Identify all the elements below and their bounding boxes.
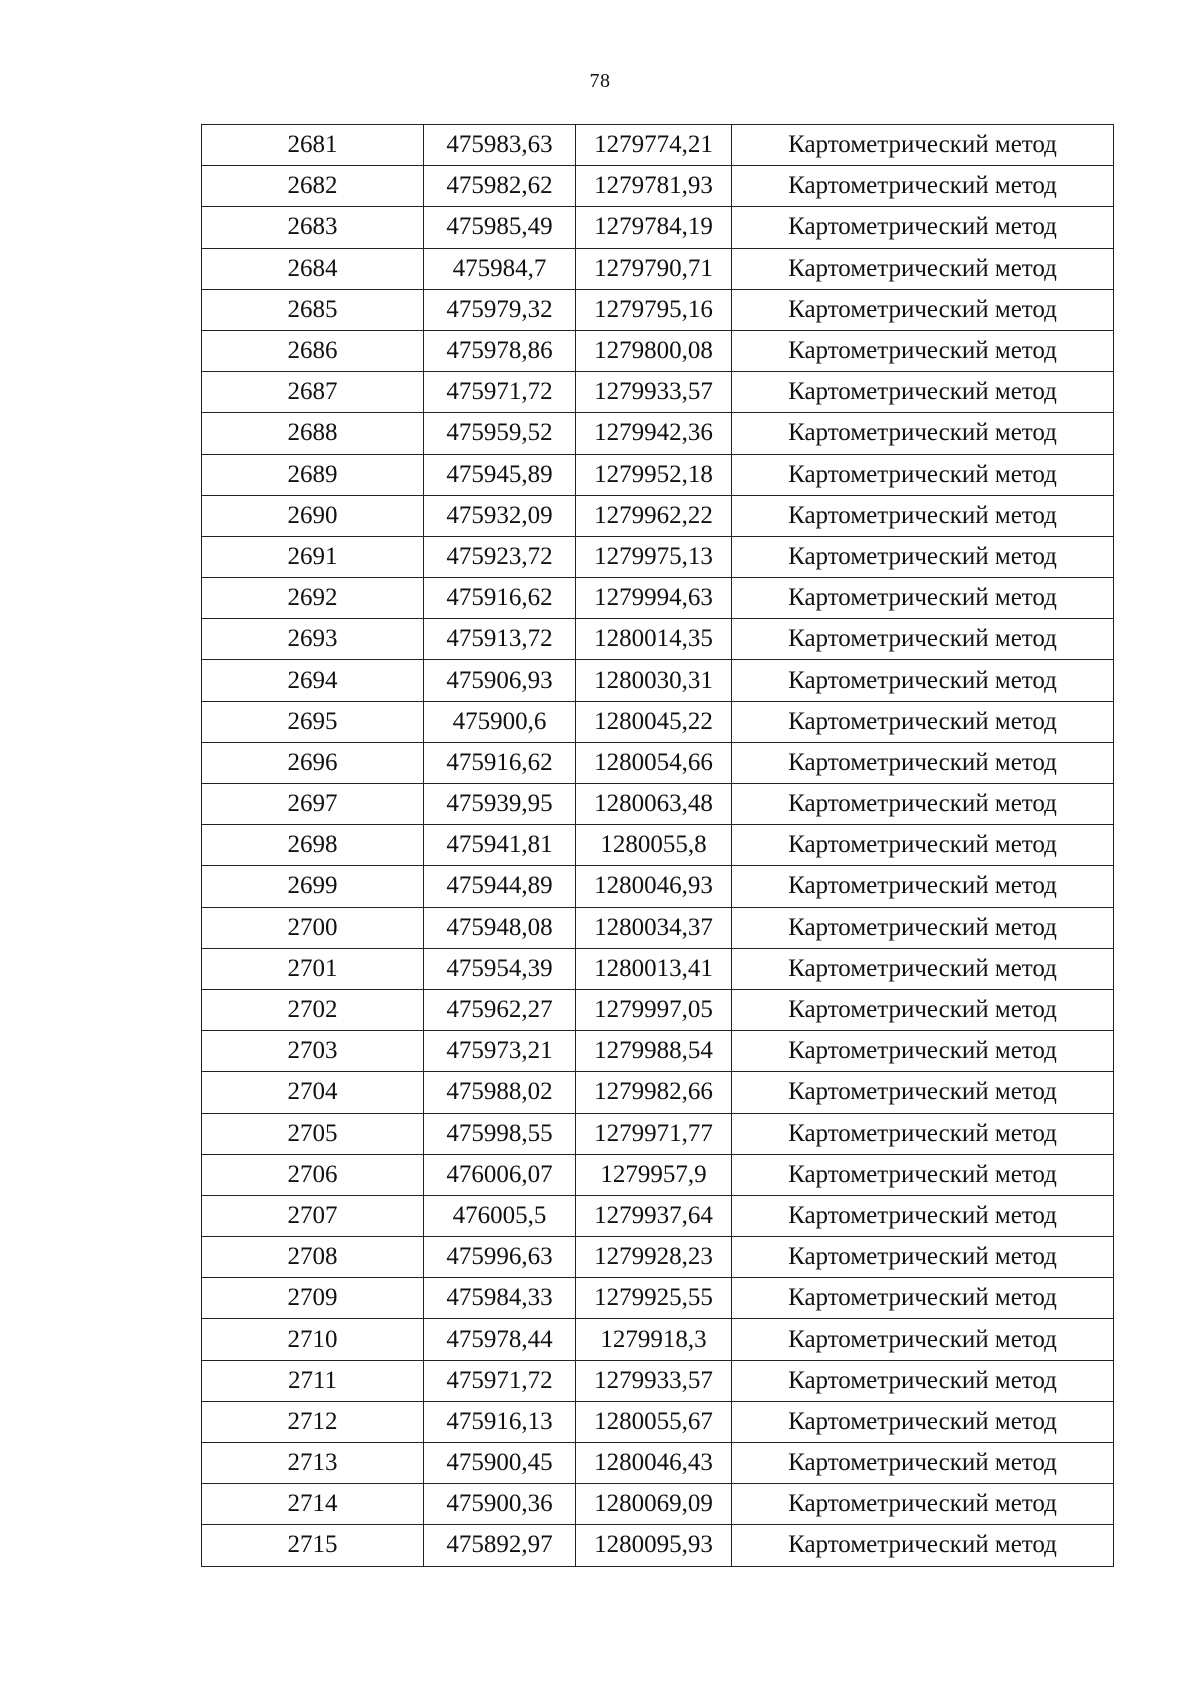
y-coordinate-cell: 1280054,66 bbox=[576, 742, 732, 783]
x-coordinate-cell: 475916,62 bbox=[424, 742, 576, 783]
point-number-cell: 2703 bbox=[202, 1031, 424, 1072]
method-cell: Картометрический метод bbox=[732, 372, 1114, 413]
y-coordinate-cell: 1279975,13 bbox=[576, 536, 732, 577]
point-number-cell: 2714 bbox=[202, 1484, 424, 1525]
point-number-cell: 2682 bbox=[202, 166, 424, 207]
x-coordinate-cell: 475906,93 bbox=[424, 660, 576, 701]
y-coordinate-cell: 1280046,93 bbox=[576, 866, 732, 907]
x-coordinate-cell: 475984,7 bbox=[424, 248, 576, 289]
point-number-cell: 2686 bbox=[202, 330, 424, 371]
y-coordinate-cell: 1279933,57 bbox=[576, 372, 732, 413]
x-coordinate-cell: 475941,81 bbox=[424, 825, 576, 866]
method-cell: Картометрический метод bbox=[732, 742, 1114, 783]
x-coordinate-cell: 476006,07 bbox=[424, 1154, 576, 1195]
point-number-cell: 2688 bbox=[202, 413, 424, 454]
coordinates-table bbox=[201, 124, 1114, 1567]
point-number-cell: 2685 bbox=[202, 289, 424, 330]
table-row bbox=[202, 330, 1114, 371]
point-number-cell: 2691 bbox=[202, 536, 424, 577]
method-cell: Картометрический метод bbox=[732, 1237, 1114, 1278]
x-coordinate-cell: 475939,95 bbox=[424, 784, 576, 825]
y-coordinate-cell: 1279942,36 bbox=[576, 413, 732, 454]
x-coordinate-cell: 475932,09 bbox=[424, 495, 576, 536]
x-coordinate-cell: 475983,63 bbox=[424, 125, 576, 166]
table-row bbox=[202, 1525, 1114, 1566]
table-row bbox=[202, 742, 1114, 783]
x-coordinate-cell: 475900,45 bbox=[424, 1443, 576, 1484]
y-coordinate-cell: 1279988,54 bbox=[576, 1031, 732, 1072]
method-cell: Картометрический метод bbox=[732, 578, 1114, 619]
method-cell: Картометрический метод bbox=[732, 1278, 1114, 1319]
method-cell: Картометрический метод bbox=[732, 1154, 1114, 1195]
point-number-cell: 2706 bbox=[202, 1154, 424, 1195]
x-coordinate-cell: 475900,6 bbox=[424, 701, 576, 742]
table-row bbox=[202, 1443, 1114, 1484]
table-row bbox=[202, 701, 1114, 742]
table-row bbox=[202, 1031, 1114, 1072]
y-coordinate-cell: 1280055,67 bbox=[576, 1401, 732, 1442]
method-cell: Картометрический метод bbox=[732, 1031, 1114, 1072]
method-cell: Картометрический метод bbox=[732, 248, 1114, 289]
table-row bbox=[202, 125, 1114, 166]
table-row bbox=[202, 1484, 1114, 1525]
x-coordinate-cell: 475916,13 bbox=[424, 1401, 576, 1442]
method-cell: Картометрический метод bbox=[732, 784, 1114, 825]
point-number-cell: 2694 bbox=[202, 660, 424, 701]
point-number-cell: 2711 bbox=[202, 1360, 424, 1401]
y-coordinate-cell: 1280045,22 bbox=[576, 701, 732, 742]
y-coordinate-cell: 1279997,05 bbox=[576, 989, 732, 1030]
y-coordinate-cell: 1279925,55 bbox=[576, 1278, 732, 1319]
point-number-cell: 2687 bbox=[202, 372, 424, 413]
y-coordinate-cell: 1279781,93 bbox=[576, 166, 732, 207]
method-cell: Картометрический метод bbox=[732, 1319, 1114, 1360]
table-row bbox=[202, 866, 1114, 907]
table-row bbox=[202, 166, 1114, 207]
method-cell: Картометрический метод bbox=[732, 660, 1114, 701]
point-number-cell: 2699 bbox=[202, 866, 424, 907]
x-coordinate-cell: 475913,72 bbox=[424, 619, 576, 660]
y-coordinate-cell: 1279800,08 bbox=[576, 330, 732, 371]
y-coordinate-cell: 1279994,63 bbox=[576, 578, 732, 619]
table-row bbox=[202, 825, 1114, 866]
point-number-cell: 2690 bbox=[202, 495, 424, 536]
method-cell: Картометрический метод bbox=[732, 1113, 1114, 1154]
x-coordinate-cell: 475978,44 bbox=[424, 1319, 576, 1360]
x-coordinate-cell: 475954,39 bbox=[424, 948, 576, 989]
x-coordinate-cell: 475892,97 bbox=[424, 1525, 576, 1566]
method-cell: Картометрический метод bbox=[732, 1401, 1114, 1442]
table-row bbox=[202, 1072, 1114, 1113]
x-coordinate-cell: 475959,52 bbox=[424, 413, 576, 454]
y-coordinate-cell: 1280055,8 bbox=[576, 825, 732, 866]
method-cell: Картометрический метод bbox=[732, 1484, 1114, 1525]
method-cell: Картометрический метод bbox=[732, 989, 1114, 1030]
table-row bbox=[202, 536, 1114, 577]
y-coordinate-cell: 1279790,71 bbox=[576, 248, 732, 289]
point-number-cell: 2695 bbox=[202, 701, 424, 742]
x-coordinate-cell: 475988,02 bbox=[424, 1072, 576, 1113]
x-coordinate-cell: 475944,89 bbox=[424, 866, 576, 907]
point-number-cell: 2713 bbox=[202, 1443, 424, 1484]
point-number-cell: 2715 bbox=[202, 1525, 424, 1566]
table-row bbox=[202, 495, 1114, 536]
point-number-cell: 2710 bbox=[202, 1319, 424, 1360]
method-cell: Картометрический метод bbox=[732, 1443, 1114, 1484]
method-cell: Картометрический метод bbox=[732, 536, 1114, 577]
y-coordinate-cell: 1279937,64 bbox=[576, 1195, 732, 1236]
y-coordinate-cell: 1279971,77 bbox=[576, 1113, 732, 1154]
y-coordinate-cell: 1280046,43 bbox=[576, 1443, 732, 1484]
point-number-cell: 2707 bbox=[202, 1195, 424, 1236]
x-coordinate-cell: 476005,5 bbox=[424, 1195, 576, 1236]
table-row bbox=[202, 289, 1114, 330]
point-number-cell: 2701 bbox=[202, 948, 424, 989]
table-row bbox=[202, 989, 1114, 1030]
y-coordinate-cell: 1280034,37 bbox=[576, 907, 732, 948]
point-number-cell: 2700 bbox=[202, 907, 424, 948]
point-number-cell: 2705 bbox=[202, 1113, 424, 1154]
y-coordinate-cell: 1279933,57 bbox=[576, 1360, 732, 1401]
table-row bbox=[202, 1154, 1114, 1195]
x-coordinate-cell: 475979,32 bbox=[424, 289, 576, 330]
point-number-cell: 2708 bbox=[202, 1237, 424, 1278]
point-number-cell: 2689 bbox=[202, 454, 424, 495]
table-row bbox=[202, 1319, 1114, 1360]
y-coordinate-cell: 1279774,21 bbox=[576, 125, 732, 166]
table-row bbox=[202, 578, 1114, 619]
table-row bbox=[202, 454, 1114, 495]
table-row bbox=[202, 248, 1114, 289]
point-number-cell: 2704 bbox=[202, 1072, 424, 1113]
y-coordinate-cell: 1280014,35 bbox=[576, 619, 732, 660]
y-coordinate-cell: 1279982,66 bbox=[576, 1072, 732, 1113]
point-number-cell: 2712 bbox=[202, 1401, 424, 1442]
x-coordinate-cell: 475945,89 bbox=[424, 454, 576, 495]
method-cell: Картометрический метод bbox=[732, 1525, 1114, 1566]
method-cell: Картометрический метод bbox=[732, 1360, 1114, 1401]
y-coordinate-cell: 1279784,19 bbox=[576, 207, 732, 248]
y-coordinate-cell: 1280069,09 bbox=[576, 1484, 732, 1525]
table-row bbox=[202, 1360, 1114, 1401]
method-cell: Картометрический метод bbox=[732, 948, 1114, 989]
coordinates-table-body bbox=[202, 125, 1114, 1567]
y-coordinate-cell: 1279962,22 bbox=[576, 495, 732, 536]
x-coordinate-cell: 475971,72 bbox=[424, 1360, 576, 1401]
table-row bbox=[202, 207, 1114, 248]
method-cell: Картометрический метод bbox=[732, 495, 1114, 536]
method-cell: Картометрический метод bbox=[732, 1195, 1114, 1236]
point-number-cell: 2696 bbox=[202, 742, 424, 783]
table-row bbox=[202, 948, 1114, 989]
table-row bbox=[202, 372, 1114, 413]
x-coordinate-cell: 475984,33 bbox=[424, 1278, 576, 1319]
x-coordinate-cell: 475996,63 bbox=[424, 1237, 576, 1278]
y-coordinate-cell: 1280030,31 bbox=[576, 660, 732, 701]
point-number-cell: 2702 bbox=[202, 989, 424, 1030]
method-cell: Картометрический метод bbox=[732, 907, 1114, 948]
method-cell: Картометрический метод bbox=[732, 1072, 1114, 1113]
y-coordinate-cell: 1280013,41 bbox=[576, 948, 732, 989]
table-row bbox=[202, 784, 1114, 825]
y-coordinate-cell: 1279928,23 bbox=[576, 1237, 732, 1278]
table-row bbox=[202, 907, 1114, 948]
x-coordinate-cell: 475985,49 bbox=[424, 207, 576, 248]
point-number-cell: 2709 bbox=[202, 1278, 424, 1319]
table-row bbox=[202, 1113, 1114, 1154]
method-cell: Картометрический метод bbox=[732, 125, 1114, 166]
x-coordinate-cell: 475971,72 bbox=[424, 372, 576, 413]
method-cell: Картометрический метод bbox=[732, 330, 1114, 371]
x-coordinate-cell: 475998,55 bbox=[424, 1113, 576, 1154]
method-cell: Картометрический метод bbox=[732, 866, 1114, 907]
table-row bbox=[202, 1195, 1114, 1236]
method-cell: Картометрический метод bbox=[732, 166, 1114, 207]
method-cell: Картометрический метод bbox=[732, 619, 1114, 660]
method-cell: Картометрический метод bbox=[732, 701, 1114, 742]
point-number-cell: 2698 bbox=[202, 825, 424, 866]
method-cell: Картометрический метод bbox=[732, 454, 1114, 495]
method-cell: Картометрический метод bbox=[732, 413, 1114, 454]
y-coordinate-cell: 1280063,48 bbox=[576, 784, 732, 825]
point-number-cell: 2681 bbox=[202, 125, 424, 166]
point-number-cell: 2693 bbox=[202, 619, 424, 660]
x-coordinate-cell: 475973,21 bbox=[424, 1031, 576, 1072]
point-number-cell: 2692 bbox=[202, 578, 424, 619]
table-row bbox=[202, 1401, 1114, 1442]
method-cell: Картометрический метод bbox=[732, 289, 1114, 330]
table-row bbox=[202, 660, 1114, 701]
y-coordinate-cell: 1279918,3 bbox=[576, 1319, 732, 1360]
x-coordinate-cell: 475916,62 bbox=[424, 578, 576, 619]
y-coordinate-cell: 1280095,93 bbox=[576, 1525, 732, 1566]
y-coordinate-cell: 1279957,9 bbox=[576, 1154, 732, 1195]
table-row bbox=[202, 619, 1114, 660]
table-row bbox=[202, 1237, 1114, 1278]
y-coordinate-cell: 1279952,18 bbox=[576, 454, 732, 495]
x-coordinate-cell: 475948,08 bbox=[424, 907, 576, 948]
method-cell: Картометрический метод bbox=[732, 207, 1114, 248]
page-number: 78 bbox=[589, 70, 611, 92]
x-coordinate-cell: 475900,36 bbox=[424, 1484, 576, 1525]
point-number-cell: 2683 bbox=[202, 207, 424, 248]
x-coordinate-cell: 475982,62 bbox=[424, 166, 576, 207]
method-cell: Картометрический метод bbox=[732, 825, 1114, 866]
table-row bbox=[202, 413, 1114, 454]
x-coordinate-cell: 475923,72 bbox=[424, 536, 576, 577]
point-number-cell: 2684 bbox=[202, 248, 424, 289]
x-coordinate-cell: 475978,86 bbox=[424, 330, 576, 371]
table-row bbox=[202, 1278, 1114, 1319]
x-coordinate-cell: 475962,27 bbox=[424, 989, 576, 1030]
y-coordinate-cell: 1279795,16 bbox=[576, 289, 732, 330]
point-number-cell: 2697 bbox=[202, 784, 424, 825]
